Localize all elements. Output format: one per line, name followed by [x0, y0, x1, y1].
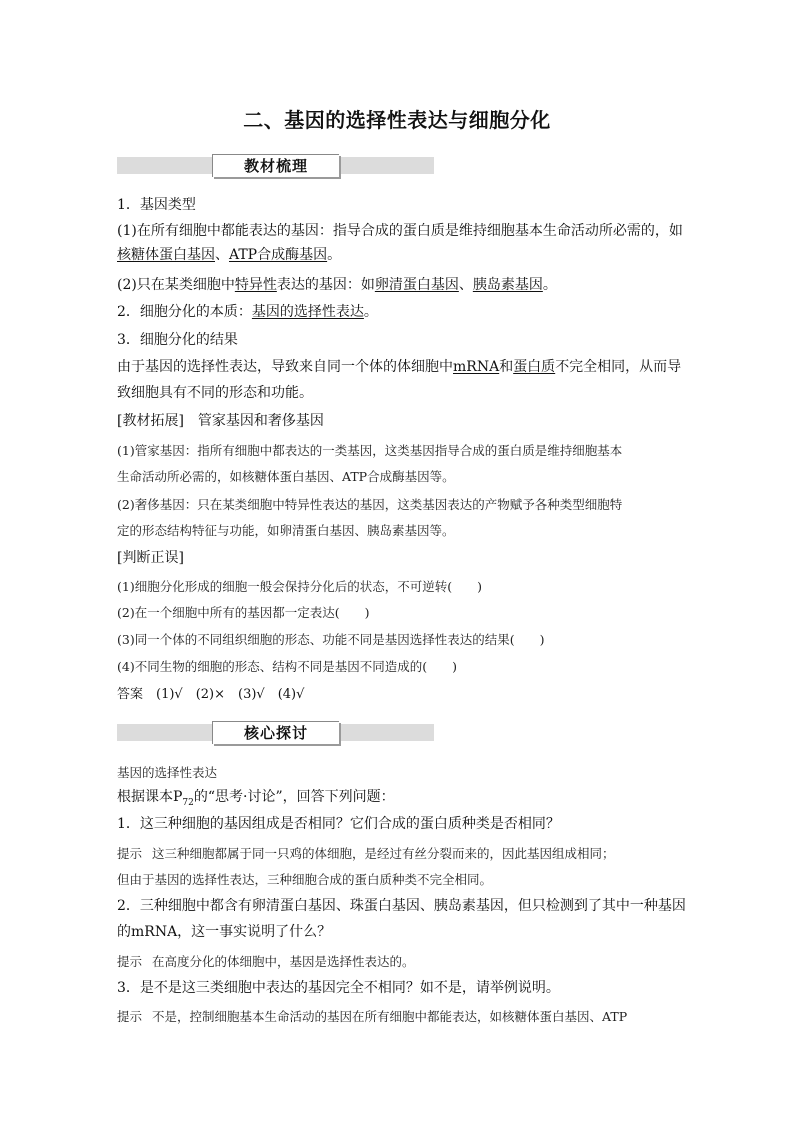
text-fragment: 由于基因的选择性表达，导致来自同一个体的体细胞中 [117, 359, 453, 375]
text-line [117, 276, 557, 294]
text-line: 的mRNA，这一事实说明了什么？ [117, 924, 332, 940]
hint-line [117, 953, 415, 971]
text-fragment: 不完全相同，从而导 [555, 359, 682, 375]
text-fragment: 、 [215, 247, 229, 263]
text-fragment: (2)只在某类细胞中 [117, 277, 235, 293]
judge-heading: [判断正误] [117, 550, 184, 566]
answer-line: 答案 (1)√ (2)× (3)√ (4)√ [117, 687, 305, 702]
question-line: 3．是不是这三类细胞中表达的基因完全不相同？如不是，请举例说明。 [117, 980, 560, 996]
section-header-core: 核心探讨 [212, 721, 339, 744]
blank-answer: mRNA [453, 359, 500, 375]
hint-line [117, 845, 615, 863]
text-line [117, 246, 341, 264]
text-line: (1)管家基因：指所有细胞中都表达的一类基因，这类基因指导合成的蛋白质是维持细胞基本 [117, 443, 623, 458]
blank-answer: 卵清蛋白基因 [374, 277, 459, 293]
text-fragment: 表达的基因：如 [276, 277, 375, 293]
text-line: 定的形态结构特征与功能，如卵清蛋白基因、胰岛素基因等。 [117, 523, 455, 538]
text-fragment: 不是，控制细胞基本生命活动的基因在所有细胞中都能表达，如核糖体蛋白基因、ATP [152, 1009, 628, 1024]
text-line: 致细胞具有不同的形态和功能。 [117, 385, 313, 401]
page-subscript: 72 [182, 797, 194, 808]
text-line [117, 303, 378, 321]
heading-differentiation-result: 3．细胞分化的结果 [117, 332, 238, 348]
blank-answer: 蛋白质 [513, 359, 556, 375]
judge-item: (1)细胞分化形成的细胞一般会保持分化后的状态，不可逆转( ) [117, 579, 482, 594]
hint-label: 提示 [117, 846, 143, 861]
hint-label: 提示 [117, 954, 143, 969]
text-fragment: 和 [499, 359, 514, 375]
text-fragment: 2．细胞分化的本质： [117, 304, 252, 320]
hint-label: 提示 [117, 1009, 143, 1024]
text-fragment: 、 [458, 277, 473, 293]
page-title: 二、基因的选择性表达与细胞分化 [243, 108, 551, 132]
question-line: 1．这三种细胞的基因组成是否相同？它们合成的蛋白质种类是否相同？ [117, 816, 560, 832]
text-fragment: 根据课本P [117, 789, 183, 805]
blank-answer: 特异性 [234, 277, 277, 293]
blank-answer: 胰岛素基因 [472, 277, 543, 293]
text-fragment: 在高度分化的体细胞中，基因是选择性表达的。 [152, 954, 415, 969]
text-line [117, 358, 681, 376]
blank-answer: 基因的选择性表达 [251, 304, 364, 320]
heading-gene-types: 1．基因类型 [117, 197, 196, 213]
section-header-materials: 教材梳理 [212, 154, 339, 177]
text-fragment: 。 [542, 277, 557, 293]
text-line: 生命活动所必需的，如核糖体蛋白基因、ATP合成酶基因等。 [117, 469, 455, 484]
text-fragment: 。 [363, 304, 378, 320]
text-fragment: 的“思考·讨论”，回答下列问题： [193, 789, 395, 805]
subtopic-heading: 基因的选择性表达 [117, 765, 218, 780]
blank-answer: 核糖体蛋白基因 [117, 247, 215, 263]
blank-answer: ATP合成酶基因 [229, 247, 328, 263]
textbook-extension-heading: [教材拓展] 管家基因和奢侈基因 [117, 413, 324, 429]
question-line: 2．三种细胞中都含有卵清蛋白基因、珠蛋白基因、胰岛素基因，但只检测到了其中一种基因 [117, 898, 686, 914]
text-line: 但由于基因的选择性表达，三种细胞合成的蛋白质种类不完全相同。 [117, 872, 493, 887]
judge-item: (3)同一个体的不同组织细胞的形态、功能不同是基因选择性表达的结果( ) [117, 632, 545, 647]
judge-item: (2)在一个细胞中所有的基因都一定表达( ) [117, 605, 370, 620]
text-line: (1)在所有细胞中都能表达的基因：指导合成的蛋白质是维持细胞基本生命活动所必需的，如 [117, 223, 683, 239]
judge-item: (4)不同生物的细胞的形态、结构不同是基因不同造成的( ) [117, 659, 457, 674]
text-fragment: 。 [327, 247, 342, 263]
text-line [117, 788, 395, 812]
hint-line [117, 1008, 627, 1026]
text-line: (2)奢侈基因：只在某类细胞中特异性表达的基因，这类基因表达的产物赋予各种类型细胞特 [117, 497, 623, 512]
text-fragment: 这三种细胞都属于同一只鸡的体细胞，是经过有丝分裂而来的，因此基因组成相同； [152, 846, 615, 861]
